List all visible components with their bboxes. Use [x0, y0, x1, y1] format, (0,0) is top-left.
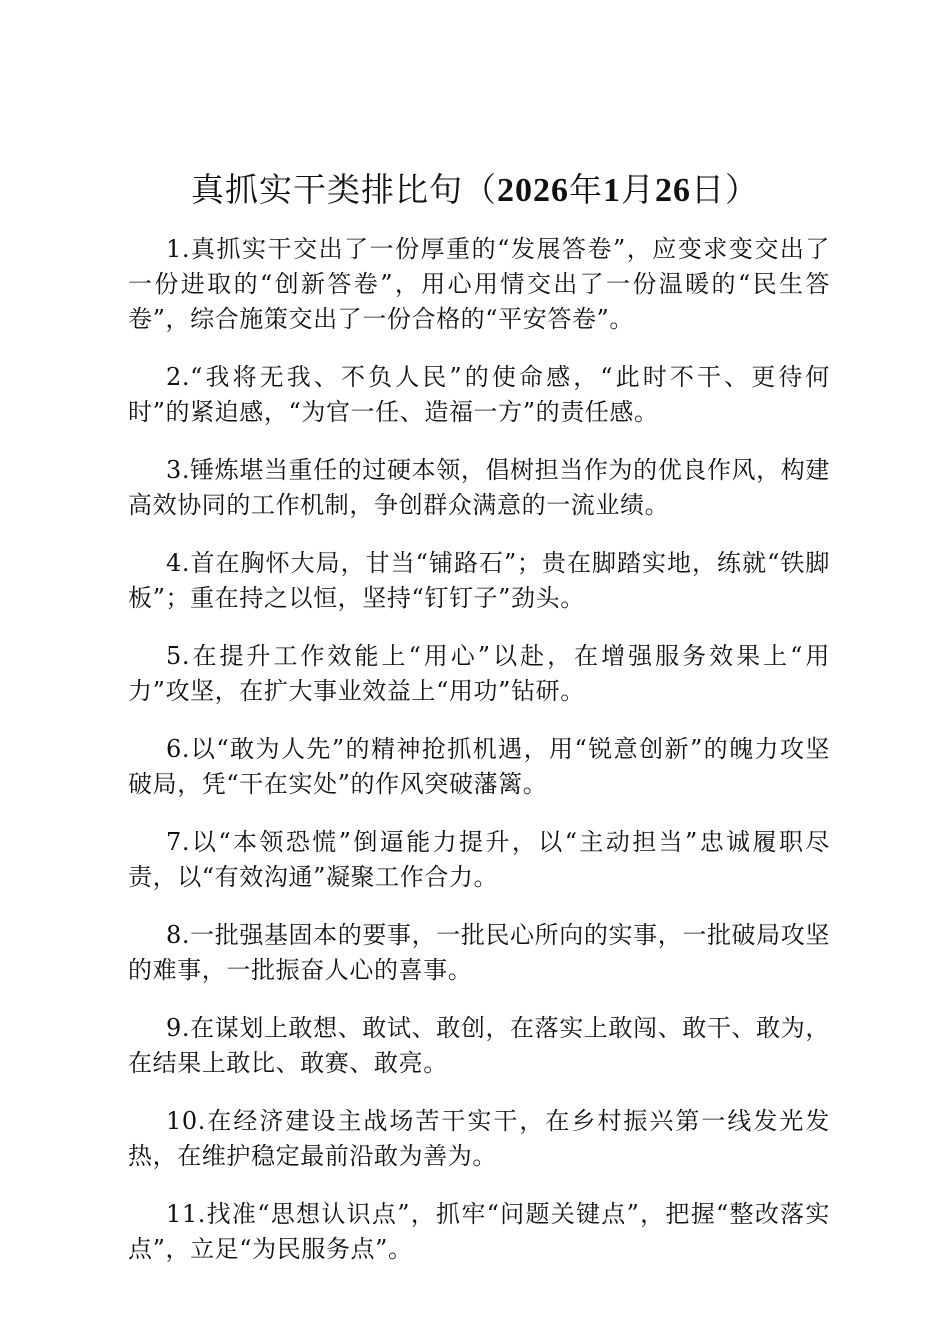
document-body [128, 232, 830, 1290]
paragraph-6: 6.以“敢为人先”的精神抢抓机遇，用“锐意创新”的魄力攻坚破局，凭“干在实处”的作风突破藩篱。 [128, 735, 830, 798]
title-text: 真抓实干类排比句（ [191, 170, 497, 209]
paragraph-10: 10.在经济建设主战场苦干实干，在乡村振兴第一线发光发热，在维护稳定最前沿敢为善为。 [128, 1107, 830, 1170]
title-year: 2026 [497, 172, 569, 209]
paragraph-3: 3.锤炼堪当重任的过硬本领，倡树担当作为的优良作风，构建高效协同的工作机制，争创群众满意的一流业绩。 [128, 456, 830, 519]
paragraph-9: 9.在谋划上敢想、敢试、敢创，在落实上敢闯、敢干、敢为，在结果上敢比、敢赛、敢亮。 [128, 1014, 830, 1077]
paragraph-8: 8.一批强基固本的要事，一批民心所向的实事，一批破局攻坚的难事，一批振奋人心的喜事。 [128, 921, 830, 984]
paragraph-4: 4.首在胸怀大局，甘当“铺路石”；贵在脚踏实地，练就“铁脚板”；重在持之以恒，坚持“钉钉子”劲头。 [128, 549, 830, 612]
title-day: 26 [655, 172, 691, 209]
title-day-suffix: 日） [691, 170, 759, 209]
page-title [0, 168, 950, 213]
paragraph-2: 2.“我将无我、不负人民”的使命感，“此时不干、更待何时”的紧迫感，“为官一任、造福一方”的责任感。 [128, 363, 830, 426]
title-month-suffix: 月 [621, 170, 655, 209]
paragraph-11: 11.找准“思想认识点”，抓牢“问题关键点”，把握“整改落实点”，立足“为民服务点”。 [128, 1200, 830, 1263]
paragraph-1: 1.真抓实干交出了一份厚重的“发展答卷”，应变求变交出了一份进取的“创新答卷”，用心用情交出了一份温暖的“民生答卷”，综合施策交出了一份合格的“平安答卷”。 [128, 235, 830, 333]
title-year-suffix: 年 [569, 170, 603, 209]
paragraph-7: 7.以“本领恐慌”倒逼能力提升，以“主动担当”忠诚履职尽责，以“有效沟通”凝聚工作合力。 [128, 828, 830, 891]
paragraph-5: 5.在提升工作效能上“用心”以赴，在增强服务效果上“用力”攻坚，在扩大事业效益上“用功”钻研。 [128, 642, 830, 705]
title-month: 1 [603, 172, 621, 209]
